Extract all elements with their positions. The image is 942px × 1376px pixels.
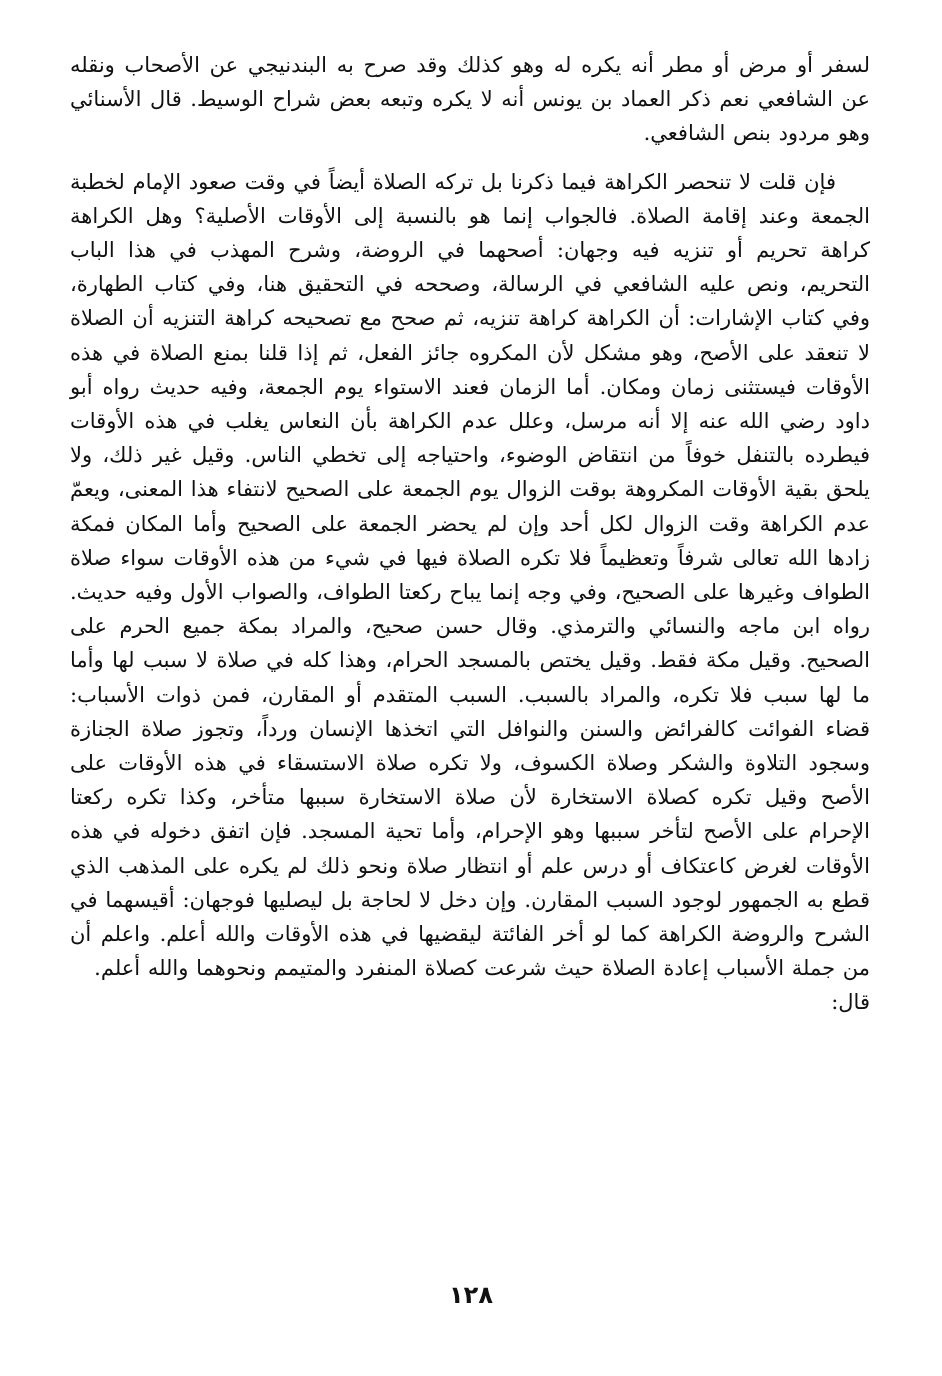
paragraph-2: فإن قلت لا تنحصر الكراهة فيما ذكرنا بل تركه الصلاة أيضاً في وقت صعود الإمام لخطبة الجمعة وعند إقامة الصلاة. فالجواب إنما هو بالنسبة إلى الأوقات الأصلية؟ وهل الكراهة كراهة تحريم أو تنزيه فيه وجهان: أصحهما في الروضة، وشرح المهذب في هذا الباب التحريم، ونص عليه الشافعي في الرسالة، وصححه في التحقيق هنا، وفي كتاب الطهارة، وفي كتاب الإشارات: أن الكراهة كراهة تنزيه، ثم صحح مع تصحيحه كراهة التنزيه أن الصلاة لا تنعقد على الأصح، وهو مشكل لأن المكروه جائز الفعل، ثم إذا قلنا بمنع الصلاة في هذه الأوقات فيستثنى زمان ومكان. أما الزمان فعند الاستواء يوم الجمعة، وفيه حديث رواه أبو داود رضي الله عنه إلا أنه مرسل، وعلل عدم الكراهة بأن النعاس يغلب في هذه الأوقات فيطرده بالتنفل خوفاً من انتقاض الوضوء، واحتياجه إلى تخطي الناس. وقيل غير ذلك، ولا يلحق بقية الأوقات المكروهة بوقت الزوال يوم الجمعة على الصحيح لانتفاء هذا المعنى، ويعمّ عدم الكراهة وقت الزوال لكل أحد وإن لم يحضر الجمعة على الصحيح وأما المكان فمكة زادها الله تعالى شرفاً وتعظيماً فلا تكره الصلاة فيها في شيء من هذه الأوقات سواء صلاة الطواف وغيرها على الصحيح، وفي وجه إنما يباح ركعتا الطواف، والصواب الأول وفيه حديث. رواه ابن ماجه والنسائي والترمذي. وقال حسن صحيح، والمراد بمكة جميع الحرم على الصحيح. وقيل مكة فقط. وقيل يختص بالمسجد الحرام، وهذا كله في صلاة لا سبب لها وأما ما لها سبب فلا تكره، والمراد بالسبب. السبب المتقدم أو المقارن، فمن ذوات الأسباب: قضاء الفوائت كالفرائض والسنن والنوافل التي اتخذها الإنسان ورداً، وتجوز صلاة الجنازة وسجود التلاوة والشكر وصلاة الكسوف، ولا تكره صلاة الاستسقاء في هذه الأوقات على الأصح وقيل تكره كصلاة الاستخارة لأن صلاة الاستخارة سببها متأخر، وكذا تكره ركعتا الإحرام على الأصح لتأخر سببها وهو الإحرام، وأما تحية المسجد. فإن اتفق دخوله في هذه الأوقات لغرض كاعتكاف أو درس علم أو انتظار صلاة ونحو ذلك لم يكره على المذهب الذي قطع به الجمهور لوجود السبب المقارن. وإن دخل لا لحاجة بل ليصليها فوجهان: أقيسهما في الشرح والروضة الكراهة كما لو أخر الفائتة ليقضيها في هذه الأوقات والله أعلم. واعلم أن من جملة الأسباب إعادة الصلاة حيث شرعت كصلاة المنفرد والمتيمم ونحوهما والله أعلم. (70, 169, 870, 981)
page-number: ١٢٨ (449, 1281, 493, 1309)
paragraph-1: لسفر أو مرض أو مطر أنه يكره له وهو كذلك وقد صرح به البندنيجي عن الأصحاب ونقله عن الشافعي نعم ذكر العماد بن يونس أنه لا يكره وتبعه بعض شراح الوسيط. قال الأسنائي وهو مردود بنص الشافعي. (70, 53, 870, 146)
page-body (70, 48, 870, 1020)
paragraph-3: قال: (831, 990, 870, 1015)
